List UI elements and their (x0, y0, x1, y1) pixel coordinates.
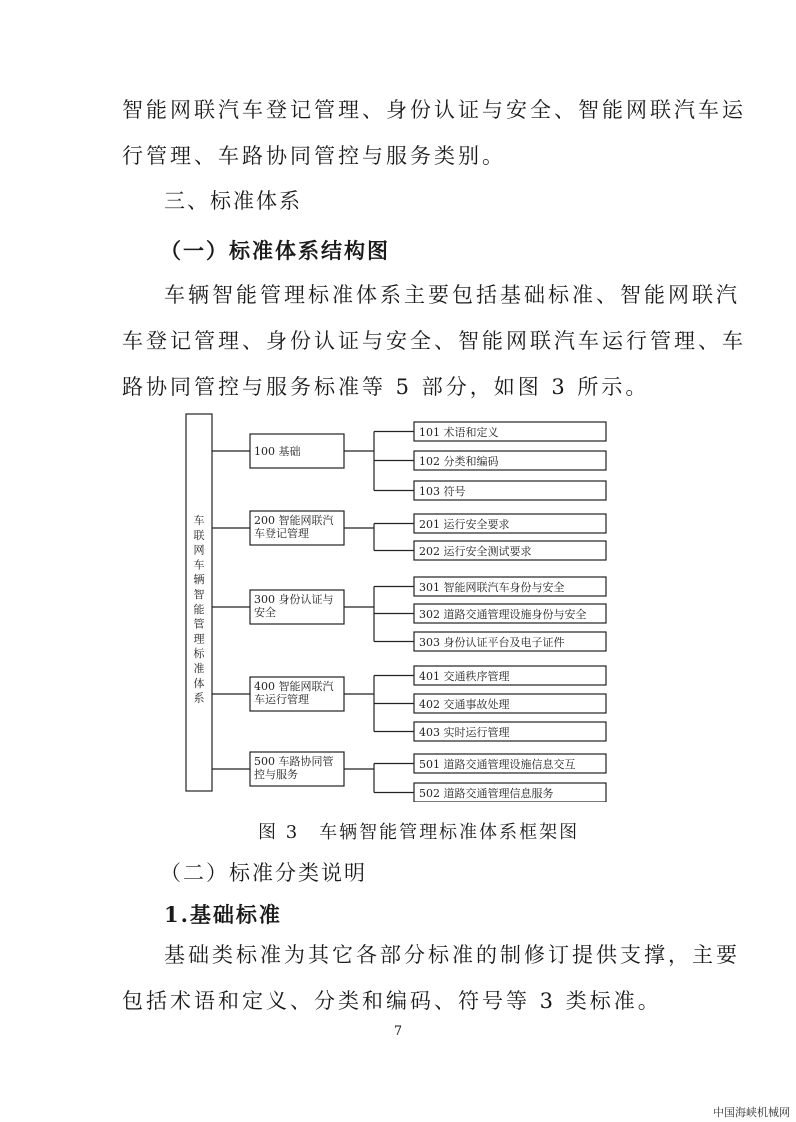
intro-line-1: 智能网联汽车登记管理、身份认证与安全、智能网联汽车运 (122, 98, 746, 122)
group-label: 车登记管理 (254, 527, 309, 540)
group-label: 安全 (254, 606, 276, 619)
group-label: 车运行管理 (254, 693, 309, 706)
group-label: 500 车路协同管 (254, 755, 334, 768)
para3-line-1: 基础类标准为其它各部分标准的制修订提供支撑，主要 (164, 943, 740, 967)
root-label-char: 智 (193, 588, 205, 601)
group-label: 300 身份认证与 (254, 593, 334, 606)
child-label: 302 道路交通管理设施身份与安全 (419, 608, 587, 621)
root-label-char: 辆 (193, 573, 205, 587)
watermark: 中国海峡机械网 (713, 1106, 790, 1119)
child-label: 101 术语和定义 (419, 426, 499, 439)
section-heading: 三、标准体系 (164, 189, 302, 213)
child-label: 301 智能网联汽车身份与安全 (419, 581, 565, 594)
group-label: 400 智能网联汽 (254, 680, 334, 693)
group-label: 200 智能网联汽 (254, 514, 334, 527)
para2-line-1: 车辆智能管理标准体系主要包括基础标准、智能网联汽 (164, 283, 740, 307)
root-label-char: 标 (193, 647, 205, 661)
group-label: 控与服务 (254, 768, 298, 781)
page-number: 7 (393, 1024, 403, 1039)
group-label: 100 基础 (254, 445, 301, 458)
para3-line-2: 包括术语和定义、分类和编码、符号等 3 类标准。 (122, 989, 662, 1013)
child-label: 502 道路交通管理信息服务 (419, 787, 554, 800)
child-label: 103 符号 (419, 485, 466, 498)
subsection2-heading: （二）标准分类说明 (160, 861, 367, 885)
child-label: 501 道路交通管理设施信息交互 (419, 758, 576, 771)
root-label-char: 联 (193, 528, 205, 542)
root-label-char: 准 (193, 662, 205, 675)
root-label-char: 能 (193, 602, 205, 616)
child-label: 201 运行安全要求 (419, 518, 510, 531)
child-label: 401 交通秩序管理 (419, 670, 510, 683)
child-label: 403 实时运行管理 (419, 726, 510, 739)
para2-line-3: 路协同管控与服务标准等 5 部分，如图 3 所示。 (122, 375, 650, 399)
root-label-char: 车 (193, 514, 205, 527)
root-label-char: 网 (193, 543, 205, 557)
root-label-char: 车 (193, 558, 205, 572)
figure-caption: 图 3 车辆智能管理标准体系框架图 (258, 822, 580, 843)
root-label-char: 系 (193, 691, 205, 705)
child-label: 303 身份认证平台及电子证件 (419, 636, 565, 649)
para2-line-2: 车登记管理、身份认证与安全、智能网联汽车运行管理、车 (122, 329, 746, 353)
child-label: 402 交通事故处理 (419, 698, 510, 711)
root-label-char: 体 (193, 676, 205, 690)
standard-system-diagram (180, 404, 620, 802)
root-label-char: 管 (193, 617, 205, 631)
root-label-char: 理 (193, 632, 205, 646)
intro-line-2: 行管理、车路协同管控与服务类别。 (122, 144, 506, 168)
child-label: 202 运行安全测试要求 (419, 545, 532, 558)
item1-heading: 1.基础标准 (164, 902, 282, 927)
child-label: 102 分类和编码 (419, 455, 499, 468)
subsection-heading: （一）标准体系结构图 (160, 238, 390, 263)
